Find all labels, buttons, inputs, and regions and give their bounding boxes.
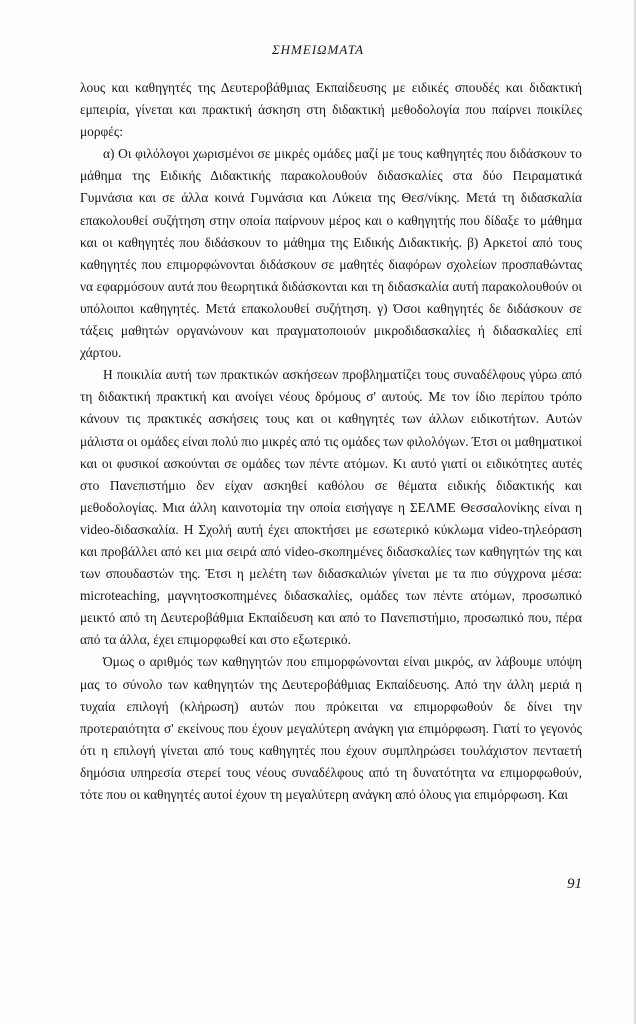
body-text [80,77,582,806]
paragraph-continuation: λους και καθηγητές της Δευτεροβάθμιας Εκπαίδευσης με ειδικές σπουδές και διδακτική εμπειρία, γίνεται και πρακτική άσκηση στη διδακτική μεθοδολογία που παίρνει ποικίλες μορφές: [80,80,582,140]
paragraph-practice-forms: α) Οι φιλόλογοι χωρισμένοι σε μικρές ομάδες μαζί με τους καθηγητές που διδάσκουν το μάθημα της Ειδικής Διδακτικής παρακολουθούν διδασκαλίες στα δύο Πειραματικά Γυμνάσια και σε άλλα κοινά Γυμνάσια και Λύκεια της Θεσ/νίκης. Μετά τη διδασκαλία επακολουθεί συζήτηση στην οποία παίρνουν μέρος και ο καθηγητής που δίδαξε το μάθημα και οι καθηγητές που διδάσκουν το μάθημα της Ειδικής Διδακτικής. β) Αρκετοί από τους καθηγητές που επιμορφώνονται διδάσκουν σε μαθητές διαφόρων σχολείων προσπαθώντας να εφαρμόσουν αυτά που θεωρητικά διδάσκονται και τη διδασκαλία αυτή παρακολουθούν οι υπόλοιποι καθηγητές. Μετά επακολουθεί συζήτηση. γ) Όσοι καθηγητές δε διδάσκουν σε τάξεις μαθητών οργανώνουν και πραγματοποιούν μικροδιδασκαλίες ή διδασκαλίες επί χάρτου. [80,146,582,361]
paragraph-variety: Η ποικιλία αυτή των πρακτικών ασκήσεων προβληματίζει τους συναδέλφους γύρω από τη διδακτική πρακτική και ανοίγει νέους δρόμους σ' αυτούς. Με τον ίδιο περίπου τρόπο κάνουν τις πρακτικές ασκήσεις τους και οι καθηγητές των άλλων ειδικοτήτων. Αυτών μάλιστα οι ομάδες είναι πολύ πιο μικρές από τις ομάδες των φιλολόγων. Έτσι οι μαθηματικοί και οι φυσικοί ασκούνται σε ομάδες των πέντε ατόμων. Κι αυτό γιατί οι ειδικότητες αυτές στο Πανεπιστήμιο δεν είχαν ασκηθεί καθόλου σε θέματα ειδικής διδακτικής και μεθοδολογίας. Μια άλλη καινοτομία την οποία εισήγαγε η ΣΕΛΜΕ Θεσσαλονίκης είναι η video-διδασκαλία. Η Σχολή αυτή έχει αποκτήσει με εσωτερικό κύκλωμα video-τηλεόραση και προβάλλει από κει μια σειρά από video-σκοπημένες διδασκαλίες των καθηγητών της και των σπουδαστών της. Έτσι η μελέτη των διδασκαλιών γίνεται με τα πιο σύγχρονα μέσα: microteaching, μαγνητοσκοπημένες διδασκαλίες, ομάδες των πέντε ατόμων, προσωπικό μεικτό από τη Δευτεροβάθμια Εκπαίδευση και από το Πανεπιστήμιο, προσωπικό που, πέρα από τα άλλα, έχει επιμορφωθεί και στο εξωτερικό. [80,367,582,648]
page-number: 91 [567,876,582,892]
paragraph-selection: Όμως ο αριθμός των καθηγητών που επιμορφώνονται είναι μικρός, αν λάβουμε υπόψη μας το σύνολο των καθηγητών της Δευτεροβάθμιας Εκπαίδευσης. Από την άλλη μεριά η τυχαία επιλογή (κλήρωση) αυτών που πρόκειται να επιμορφωθούν δε δίνει την προτεραιότητα σ' εκείνους που έχουν μεγαλύτερη ανάγκη για επιμόρφωση. Γιατί το γεγονός ότι η επιλογή γίνεται από τους καθηγητές που έχουν συμπληρώσει τουλάχιστον πενταετή δημόσια υπηρεσία στερεί τους νέους συναδέλφους από τη δυνατότητα να επιμορφωθούν, τότε που οι καθηγητές αυτοί έχουν τη μεγαλύτερη ανάγκη από όλους για επιμόρφωση. Και [80,654,582,802]
running-head: ΣΗΜΕΙΩΜΑΤΑ [271,42,365,57]
